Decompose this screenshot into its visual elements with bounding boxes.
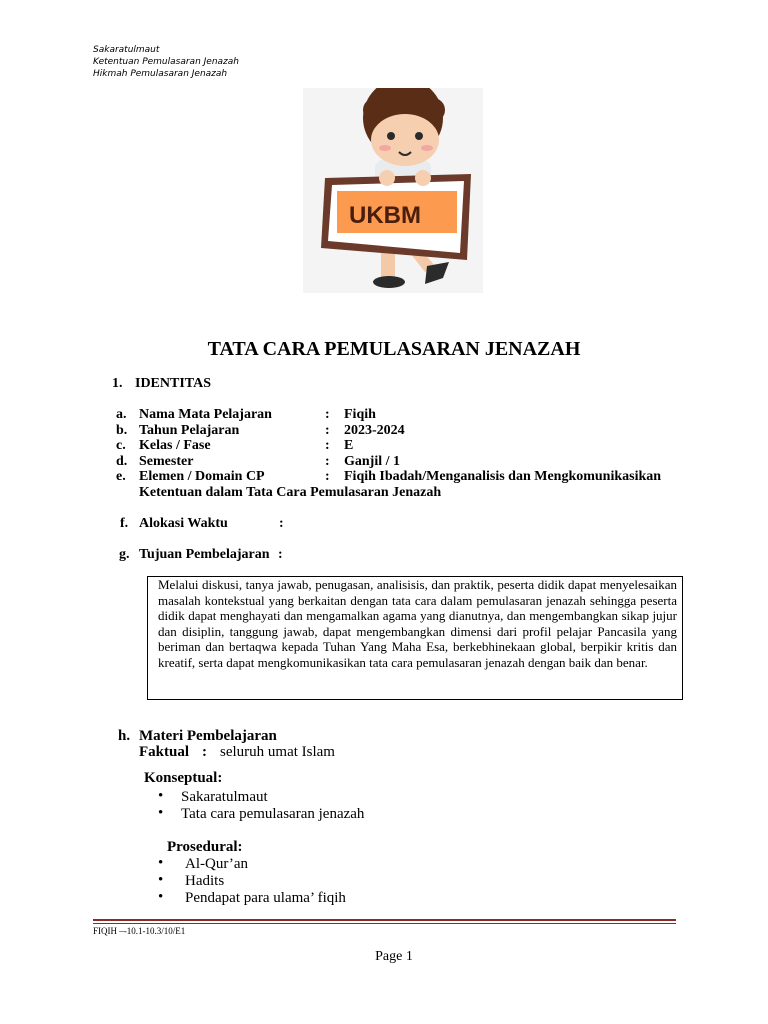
materi-label: Materi Pembelajaran: [139, 728, 277, 744]
header-line-2: Ketentuan Pemulasaran Jenazah: [93, 57, 239, 67]
row-b-label: Tahun Pelajaran: [139, 423, 240, 438]
row-a-colon: :: [325, 407, 330, 422]
row-e-colon: :: [325, 469, 330, 484]
row-d-colon: :: [325, 454, 330, 469]
row-e-value: Fiqih Ibadah/Menganalisis dan Mengkomunikasikan: [344, 469, 662, 484]
faktual-label: Faktual: [139, 744, 190, 760]
row-e-label: Elemen / Domain CP: [139, 469, 265, 484]
row-d-letter: d.: [116, 454, 128, 469]
bullet-icon: •: [158, 872, 164, 888]
bullet-icon: •: [158, 889, 164, 905]
prosedural-item: Hadits: [185, 873, 225, 889]
row-d-label: Semester: [139, 454, 194, 469]
faktual-colon: :: [202, 744, 207, 760]
tujuan-text-box: Melalui diskusi, tanya jawab, penugasan, analisisis, dan praktik, peserta didik dapat menyelesaikan masalah kontekstual yang berkaitan dengan tata cara dalam pemulasaran jenazah sehingga peserta didik dapat menghayati dan mengamalkan agama yang dianutnya, dan mengembangkan sikap jujur dan disiplin, tanggung jawab, dapat mengembangkan dimensi dari profil pelajar Pancasila yang beriman dan bertaqwa kepada Tuhan Yang Maha Esa, berkebhinekaan global, berpikir kritis dan kreatif, serta dapat mengkomunikasikan tata cara pemulasaran jenazah dengan baik dan benar.: [147, 576, 683, 700]
header-line-1: Sakaratulmaut: [93, 45, 160, 55]
footer-rule-thick: [93, 919, 676, 921]
faktual-value: seluruh umat Islam: [220, 744, 335, 760]
header-line-3: Hikmah Pemulasaran Jenazah: [93, 69, 228, 79]
row-b-letter: b.: [116, 423, 128, 438]
document-title: TATA CARA PEMULASARAN JENAZAH: [207, 338, 581, 360]
section-number: 1.: [112, 376, 123, 391]
footer-code: FIQIH –-10.1-10.3/10/E1: [93, 926, 186, 936]
page-number: Page 1: [375, 949, 413, 964]
prosedural-item: Al-Qur’an: [185, 856, 249, 872]
row-d-value: Ganjil / 1: [344, 454, 401, 469]
row-c-label: Kelas / Fase: [139, 438, 211, 453]
tujuan-colon: :: [278, 547, 283, 562]
bullet-icon: •: [158, 805, 164, 821]
bullet-icon: •: [158, 855, 164, 871]
alokasi-colon: :: [279, 516, 284, 531]
konseptual-item: Sakaratulmaut: [181, 789, 268, 805]
row-a-value: Fiqih: [344, 407, 376, 422]
row-a-letter: a.: [116, 407, 127, 422]
prosedural-item: Pendapat para ulama’ fiqih: [185, 890, 346, 906]
section-heading-identitas: IDENTITAS: [135, 376, 211, 391]
row-a-label: Nama Mata Pelajaran: [139, 407, 272, 422]
ukbm-sign-text: UKBM: [349, 202, 421, 229]
konseptual-label: Konseptual:: [144, 770, 223, 786]
row-e-letter: e.: [116, 469, 126, 484]
materi-letter: h.: [118, 728, 131, 744]
row-c-letter: c.: [116, 438, 126, 453]
row-c-colon: :: [325, 438, 330, 453]
tujuan-letter: g.: [119, 547, 130, 562]
prosedural-label: Prosedural:: [167, 839, 243, 855]
boy-holding-sign-image: [303, 88, 483, 293]
bullet-icon: •: [158, 788, 164, 804]
row-e-value-continued: Ketentuan dalam Tata Cara Pemulasaran Jenazah: [139, 485, 442, 500]
ukbm-illustration: [303, 88, 483, 293]
tujuan-label: Tujuan Pembelajaran: [139, 547, 270, 562]
row-c-value: E: [344, 438, 354, 453]
alokasi-label: Alokasi Waktu: [139, 516, 228, 531]
alokasi-letter: f.: [120, 516, 129, 531]
row-b-value: 2023-2024: [344, 423, 405, 438]
konseptual-item: Tata cara pemulasaran jenazah: [181, 806, 365, 822]
row-b-colon: :: [325, 423, 330, 438]
footer-rule-thin: [93, 923, 676, 924]
